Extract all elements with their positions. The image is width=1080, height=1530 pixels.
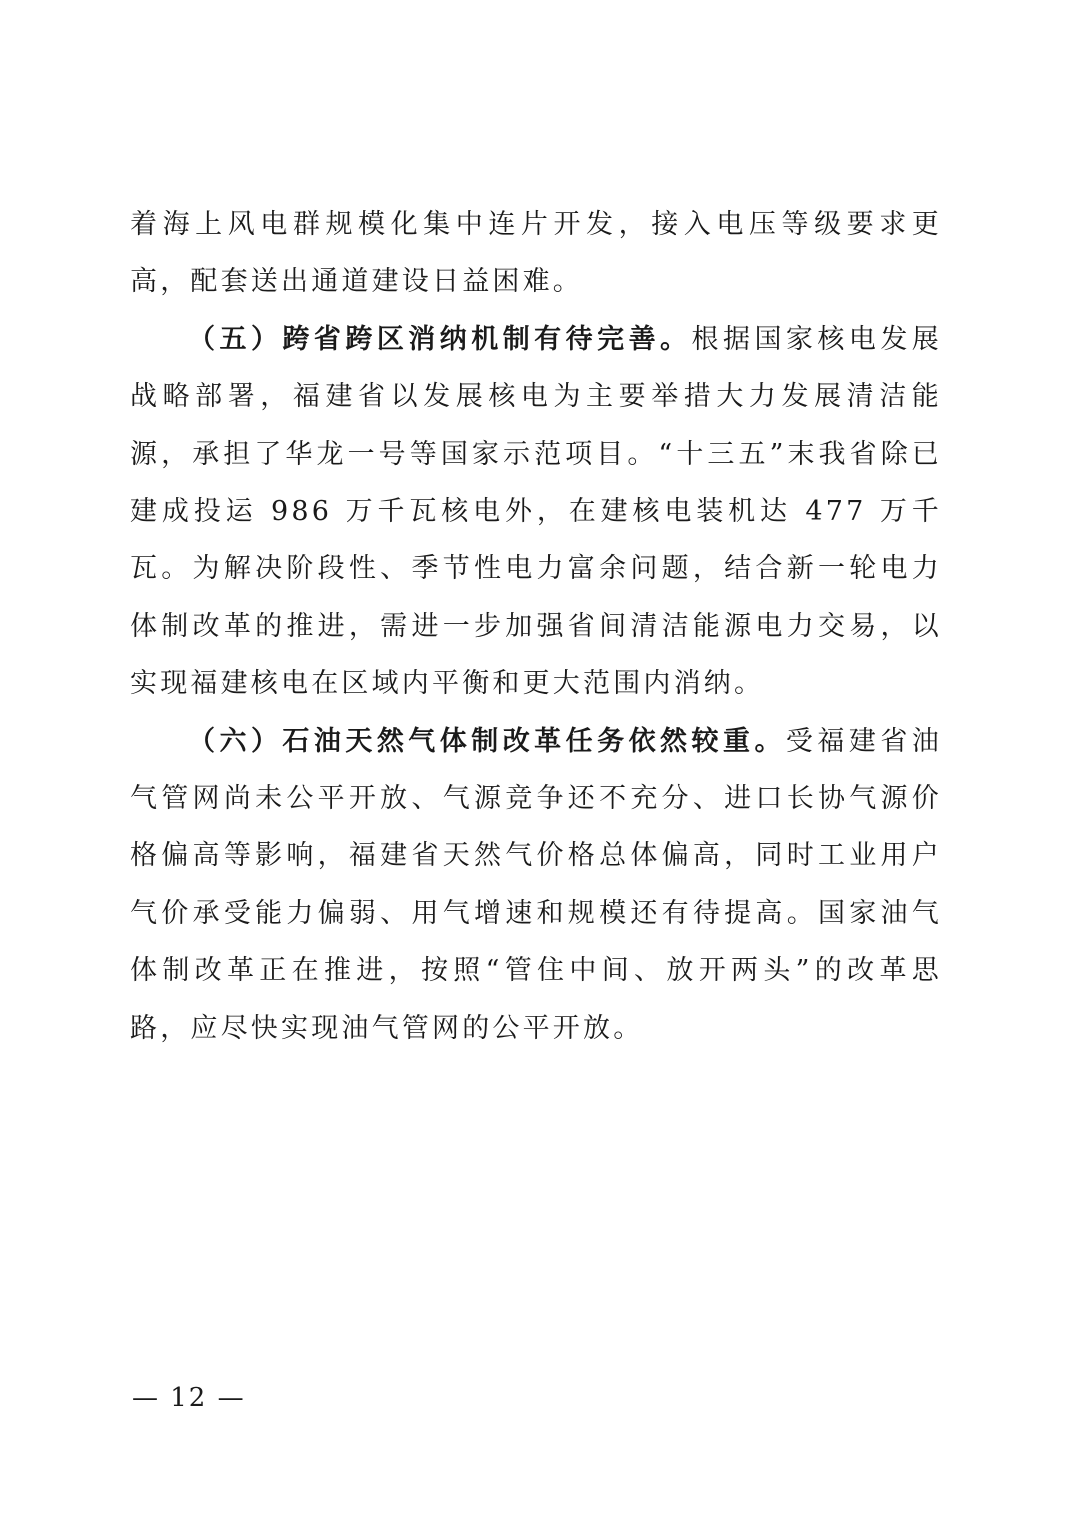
section-heading: （五）跨省跨区消纳机制有待完善。 xyxy=(188,323,692,355)
paragraph-continuation xyxy=(130,196,942,311)
paragraph-section-5 xyxy=(130,311,942,713)
paragraph-section-6 xyxy=(130,713,942,1057)
paragraph-text: 根据国家核电发展战略部署，福建省以发展核电为主要举措大力发展清洁能源，承担了华龙一号等国家示范项目。“十三五”末我省除已建成投运 986 万千瓦核电外，在建核电装机达 477 万千瓦。为解决阶段性、季节性电力富余问题，结合新一轮电力体制改革的推进，需进一步加强省间清洁能源电力交易，以实现福建核电在区域内平衡和更大范围内消纳。 xyxy=(130,323,942,700)
paragraph-text: 着海上风电群规模化集中连片开发，接入电压等级要求更高，配套送出通道建设日益困难。 xyxy=(130,209,942,298)
section-heading: （六）石油天然气体制改革任务依然较重。 xyxy=(188,725,786,757)
document-body xyxy=(130,196,942,1057)
page-number: — 12 — xyxy=(132,1383,246,1413)
paragraph-text: 受福建省油气管网尚未公平开放、气源竞争还不充分、进口长协气源价格偏高等影响，福建省天然气价格总体偏高，同时工业用户气价承受能力偏弱、用气增速和规模还有待提高。国家油气体制改革正在推进，按照“管住中间、放开两头”的改革思路，应尽快实现油气管网的公平开放。 xyxy=(130,725,942,1044)
